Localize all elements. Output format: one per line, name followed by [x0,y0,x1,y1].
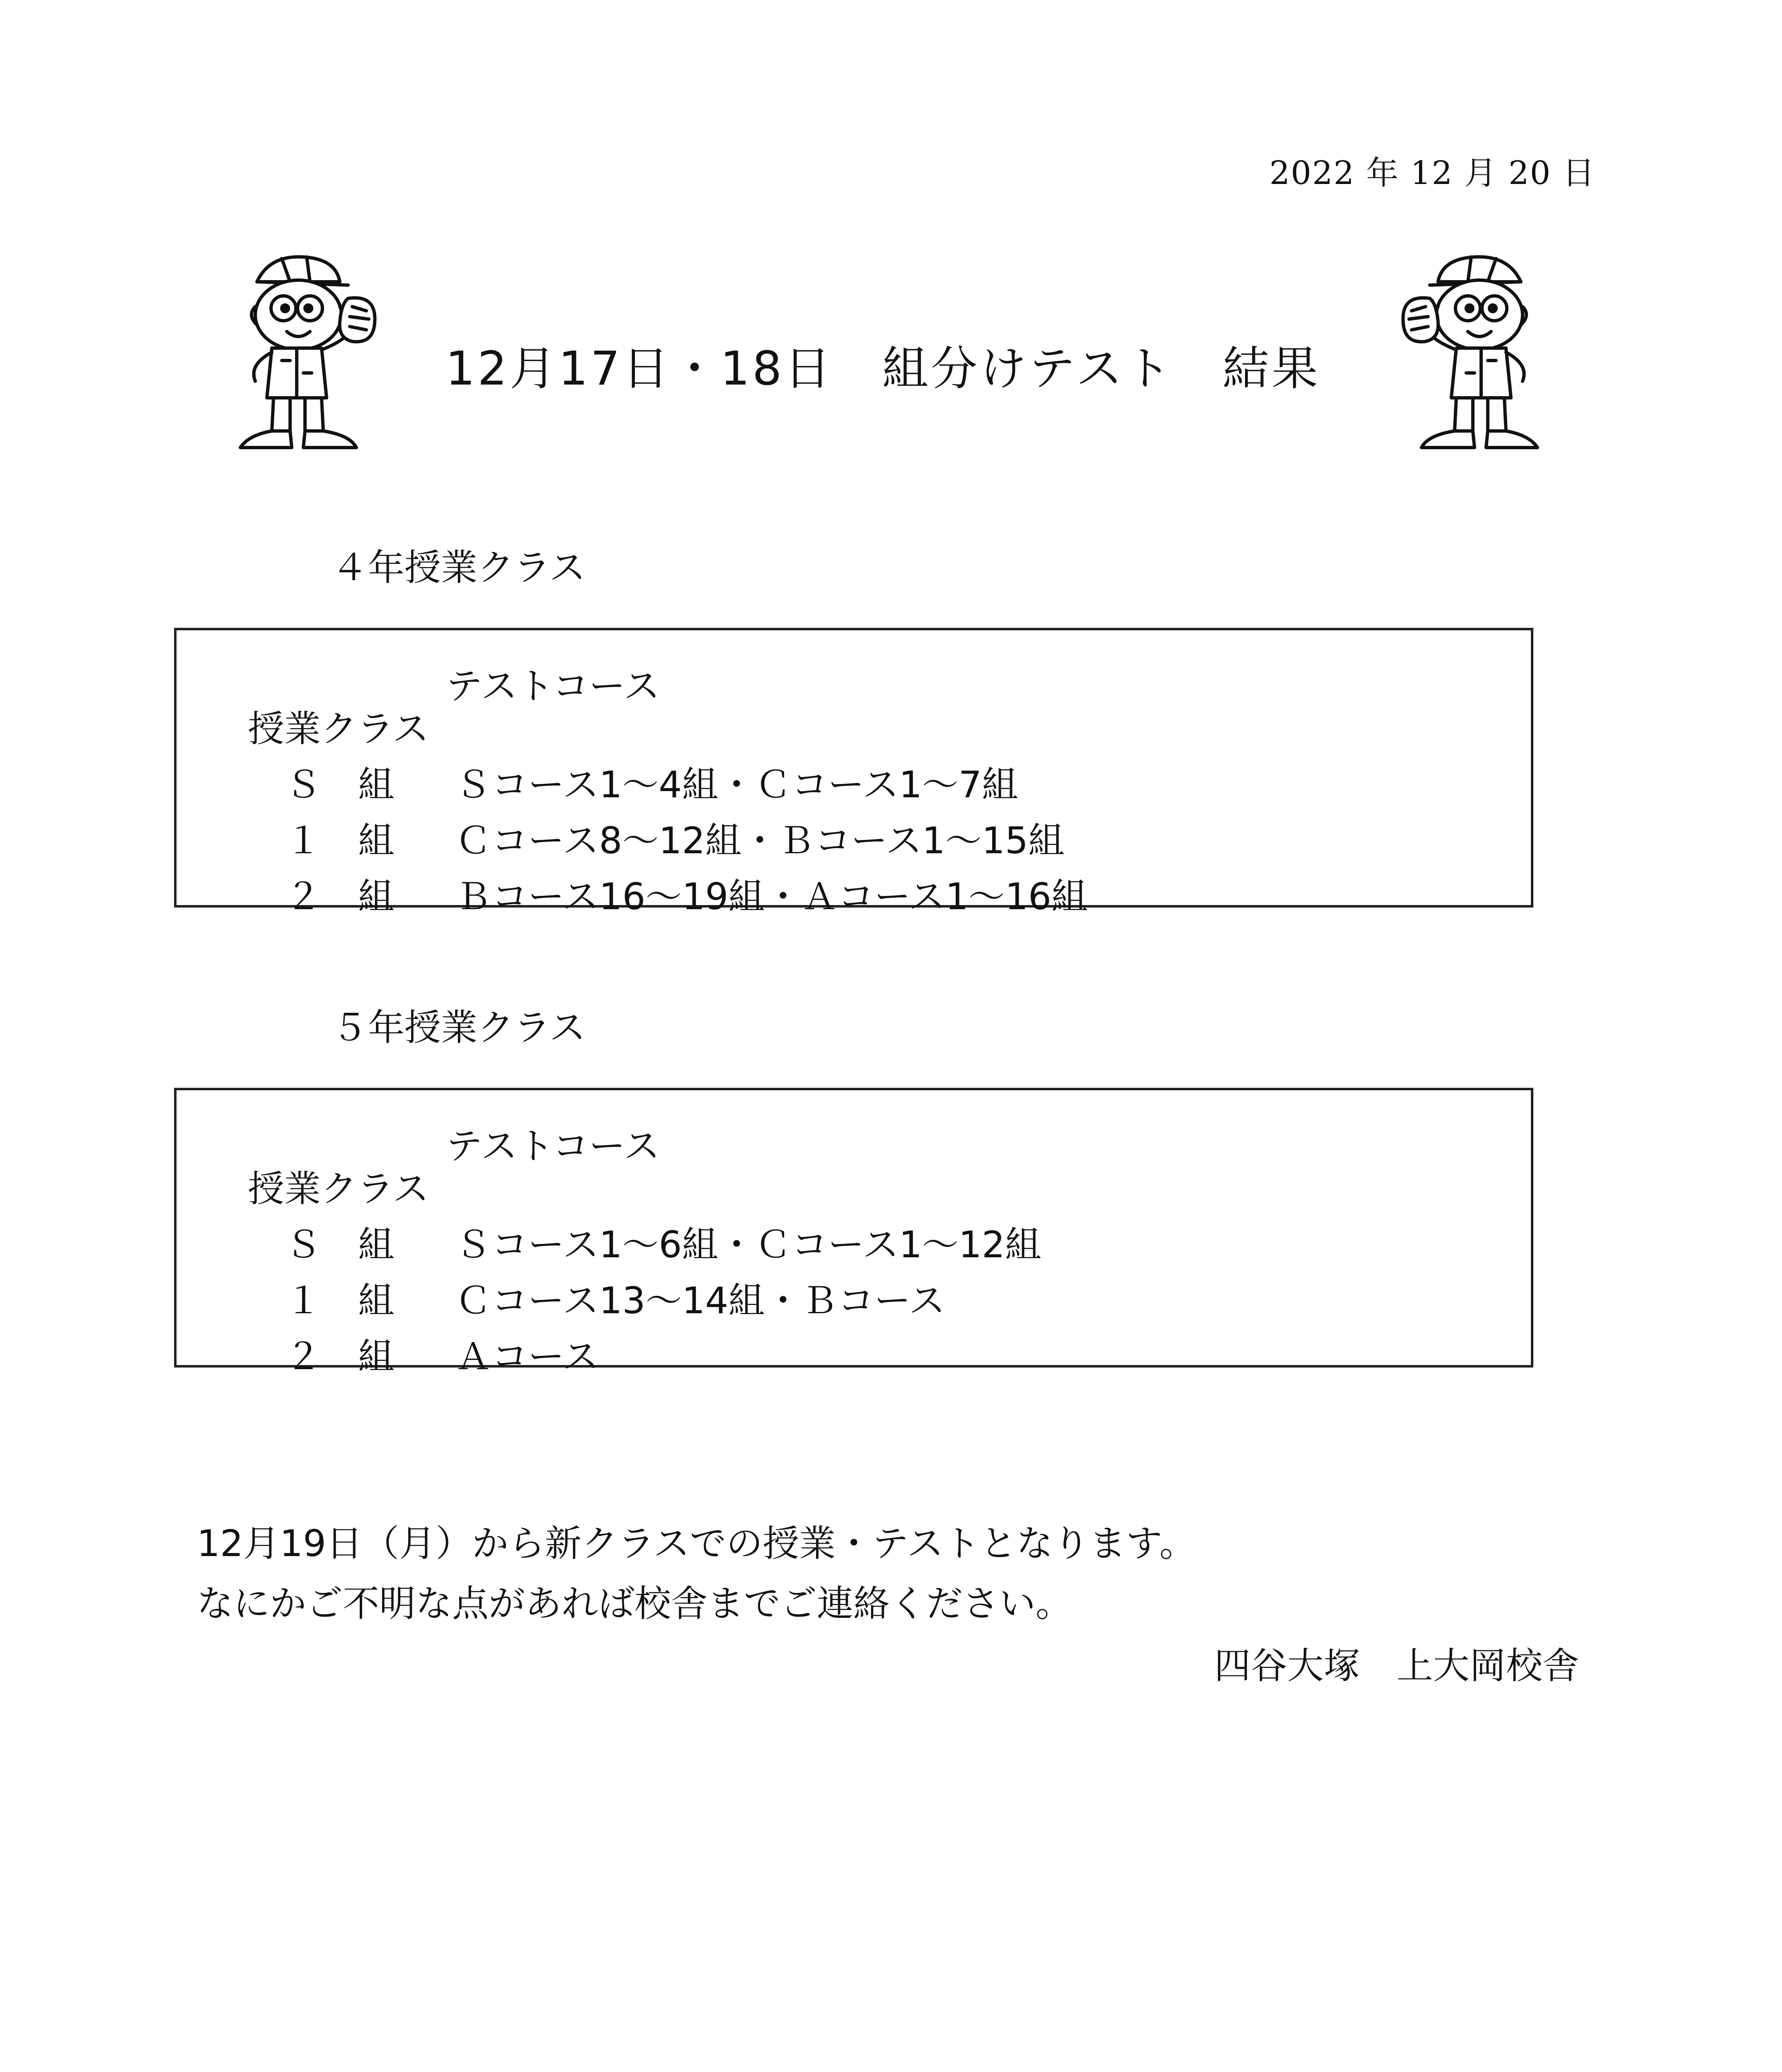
notice-line-1: 12月19日（月）から新クラスでの授業・テストとなります。 [197,1522,1196,1565]
school-signature: 四谷大塚 上大岡校舎 [1214,1644,1579,1687]
course-range: Ｃコース13～14組・Ｂコース [455,1279,946,1322]
course-range: Ａコース [455,1335,599,1378]
header-course-column: テストコース [446,1125,660,1167]
course-range: Ｓコース1～4組・Ｃコース1～7組 [455,763,1019,806]
class-name: Ｓ 組 [285,1223,395,1266]
section-label-grade4: ４年授業クラス [332,546,586,589]
class-name: ２ 組 [285,875,395,918]
table-row [239,1285,599,1423]
class-name: １ 組 [285,819,395,862]
table-row [239,825,1088,963]
course-range: Ｃコース8～12組・Ｂコース1～15組 [455,819,1065,862]
baseball-kid-mascot-icon [1397,249,1554,456]
document-title: 12月17日・18日 組分けテスト 結果 [446,342,1321,396]
class-name: １ 組 [285,1279,395,1322]
notice-line-2: なにかご不明な点があれば校舎までご連絡ください。 [197,1582,1073,1625]
header-course-column: テストコース [446,665,660,707]
class-name: ２ 組 [285,1335,395,1378]
course-range: Ｓコース1～6組・Ｃコース1～12組 [455,1223,1042,1266]
course-range: Ｂコース16～19組・Ａコース1～16組 [455,875,1088,918]
class-name: Ｓ 組 [285,763,395,806]
section-label-grade5: ５年授業クラス [332,1006,586,1049]
class-table-grade5 [174,1088,1533,1378]
class-table-grade4 [174,628,1533,918]
header-class-column: 授業クラス [247,1167,429,1210]
header-class-column: 授業クラス [247,707,429,750]
document-date: 2022 年 12 月 20 日 [1269,155,1596,192]
baseball-kid-mascot-icon [224,249,381,456]
